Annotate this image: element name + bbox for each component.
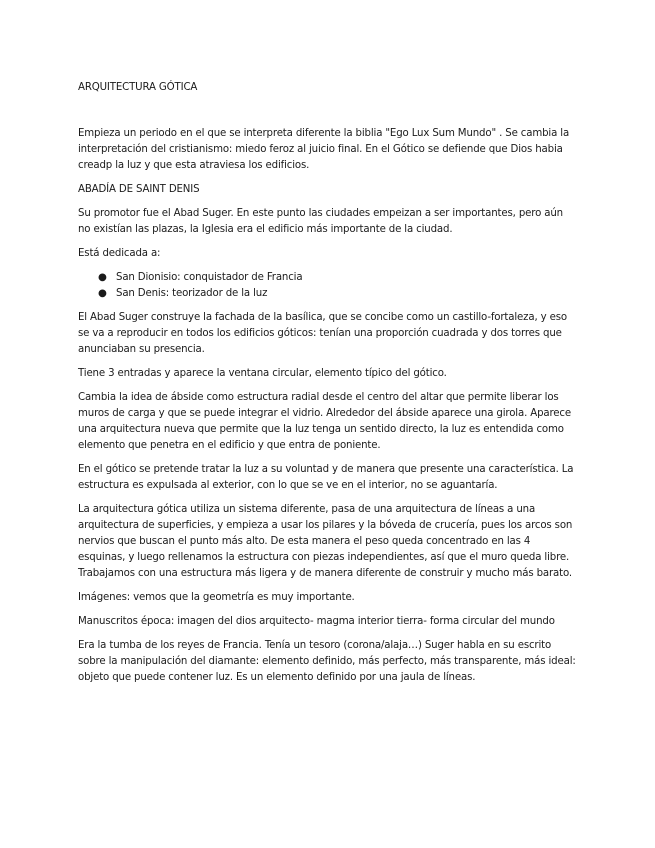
list-item-text: San Dionisio: conquistador de Francia (116, 272, 303, 283)
paragraph-tumba: Era la tumba de los reyes de Francia. Tenía un tesoro (corona/alaja…) Suger habla en su escrito sobre la manipulación del diamante: elemento definido, más perfecto, más transparente, más ideal: objeto que puede contener luz. Es un elemento definido por una jaula de líneas. (78, 640, 576, 683)
section-heading-saint-denis: ABADÍA DE SAINT DENIS (78, 184, 200, 195)
bullet-icon: ● (98, 272, 107, 283)
paragraph-manuscritos: Manuscritos época: imagen del dios arquitecto- magma interior tierra- forma circular del mundo (78, 616, 555, 627)
dedication-list (78, 270, 578, 302)
paragraph-luz: En el gótico se pretende tratar la luz a su voluntad y de manera que presente una característica. La estructura es expulsada al exterior, con lo que se ve en el interior, no se aguantaría. (78, 464, 574, 491)
list-item (78, 270, 578, 286)
list-item-text: San Denis: teorizador de la luz (116, 288, 268, 299)
bullet-icon: ● (98, 288, 107, 299)
document-title: ARQUITECTURA GÓTICA (78, 82, 198, 93)
paragraph-fachada: El Abad Suger construye la fachada de la basílica, que se concibe como un castillo-fortaleza, y eso se va a reproducir en todos los edificios góticos: tenían una proporción cuadrada y dos torres que anunciaban su presencia. (78, 312, 567, 355)
paragraph-sistema: La arquitectura gótica utiliza un sistema diferente, pasa de una arquitectura de líneas a una arquitectura de superficies, y empieza a usar los pilares y la bóveda de crucería, pues los arcos son nervios que buscan el punto más alto. De esta manera el peso queda concentrado en las 4 esquinas, y luego rellenamos la estructura con piezas independientes, así que el muro queda libre. Trabajamos con una estructura más ligera y de manera diferente de construir y mucho más barato. (78, 504, 573, 579)
paragraph-entradas: Tiene 3 entradas y aparece la ventana circular, elemento típico del gótico. (78, 368, 447, 379)
document-body (78, 80, 578, 694)
paragraph-promotor: Su promotor fue el Abad Suger. En este punto las ciudades empeizan a ser importantes, pero aún no existían las plazas, la Iglesia era el edificio más importante de la ciudad. (78, 208, 563, 235)
paragraph-dedicada: Está dedicada a: (78, 248, 161, 259)
paragraph-imagenes: Imágenes: vemos que la geometría es muy importante. (78, 592, 355, 603)
paragraph-intro: Empieza un periodo en el que se interpreta diferente la biblia "Ego Lux Sum Mundo" . Se cambia la interpretación del cristianismo: miedo feroz al juicio final. En el Gótico se defiende que Dios habia creadp la luz y que esta atraviesa los edificios. (78, 128, 570, 171)
list-item (78, 286, 578, 302)
paragraph-abside: Cambia la idea de ábside como estructura radial desde el centro del altar que permite liberar los muros de carga y que se puede integrar el vidrio. Alrededor del ábside aparece una girola. Aparece una arquitectura nueva que permite que la luz tenga un sentido directo, la luz es entendida como elemento que penetra en el edificio y que entra de poniente. (78, 392, 571, 451)
